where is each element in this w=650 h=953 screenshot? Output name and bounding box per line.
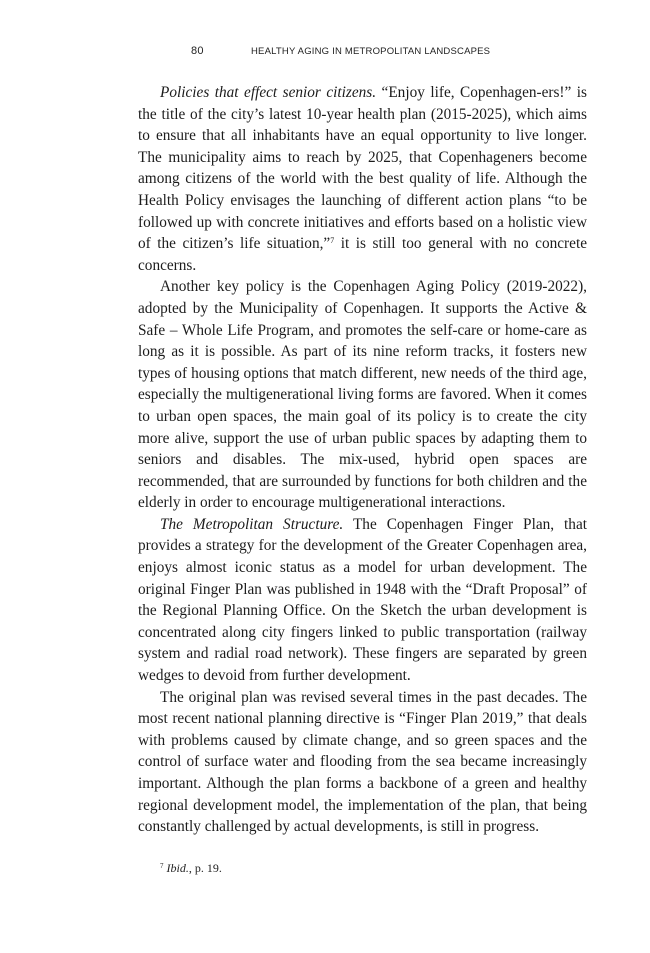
paragraph-text: The original plan was revised several times in the past decades. The most recent national planning directive is “Finger Plan 2019,” that deals with problems caused by climate change, and so green spaces and the control of surface water and flooding from the sea became increasingly important. Although the plan forms a backbone of a green and healthy regional development model, the implementation of the plan, that being constantly challenged by actual developments, is still in progress. xyxy=(138,688,587,836)
paragraph-text: “Enjoy life, Copenhagen-ers!” is the title of the city’s latest 10-year health plan (2015-2025), which aims to ensure that all inhabitants have an equal opportunity to live longer. The municipality aims to reach by 2025, that Copenhageners become among citizens of the world with the best quality of life. Although the Health Policy envisages the launching of different action plans “to be followed up with concrete initiatives and efforts based on a holistic view of the citizen’s life situation,” xyxy=(138,84,587,253)
footnote xyxy=(160,861,222,876)
footnote-reference[interactable]: 7 xyxy=(330,236,335,246)
paragraph-text: Another key policy is the Copenhagen Aging Policy (2019-2022), adopted by the Municipality of Copenhagen. It supports the Active & Safe – Whole Life Program, and promotes the self-care or home-care as long as it is possible. As part of its nine reform tracks, it fosters new types of housing options that match different, new needs of the third age, especially the multigenerational living forms are favored. When it comes to urban open spaces, the main goal of its policy is to create the city more alive, support the use of urban public spaces by adapting them to seniors and disables. The mix-used, hybrid open spaces are recommended, that are surrounded by functions for both children and the elderly in order to encourage multigenerational interactions. xyxy=(138,278,587,512)
body-text xyxy=(138,82,587,838)
running-header xyxy=(0,45,650,61)
running-title: HEALTHY AGING IN METROPOLITAN LANDSCAPES xyxy=(251,46,491,57)
footnote-text: , p. 19. xyxy=(188,861,222,875)
section-lead-senior-policies: Policies that effect senior citizens. xyxy=(160,84,377,101)
paragraph-senior-policies xyxy=(138,82,587,276)
paragraph-metropolitan-structure xyxy=(138,514,587,687)
footnote-ibid: Ibid. xyxy=(166,861,189,875)
section-lead-metropolitan-structure: The Metropolitan Structure. xyxy=(160,515,344,533)
paragraph-text: The Copenhagen Finger Plan, that provides a strategy for the development of the Greater Copenhagen area, enjoys almost iconic status as a model for urban development. The original Finger Plan was published in 1948 with the “Draft Proposal” of the Regional Planning Office. On the Sketch the urban development is concentrated along city fingers linked to public transportation (railway system and radial road network). These fingers are separated by green wedges to devoid from further development. xyxy=(138,515,587,685)
page-number: 80 xyxy=(191,45,204,57)
footnote-number: 7 xyxy=(160,862,164,870)
paragraph-aging-policy xyxy=(138,276,587,514)
paragraph-finger-plan-revisions xyxy=(138,687,587,838)
paragraph-text: it is still too general with no concrete concerns. xyxy=(138,235,587,274)
